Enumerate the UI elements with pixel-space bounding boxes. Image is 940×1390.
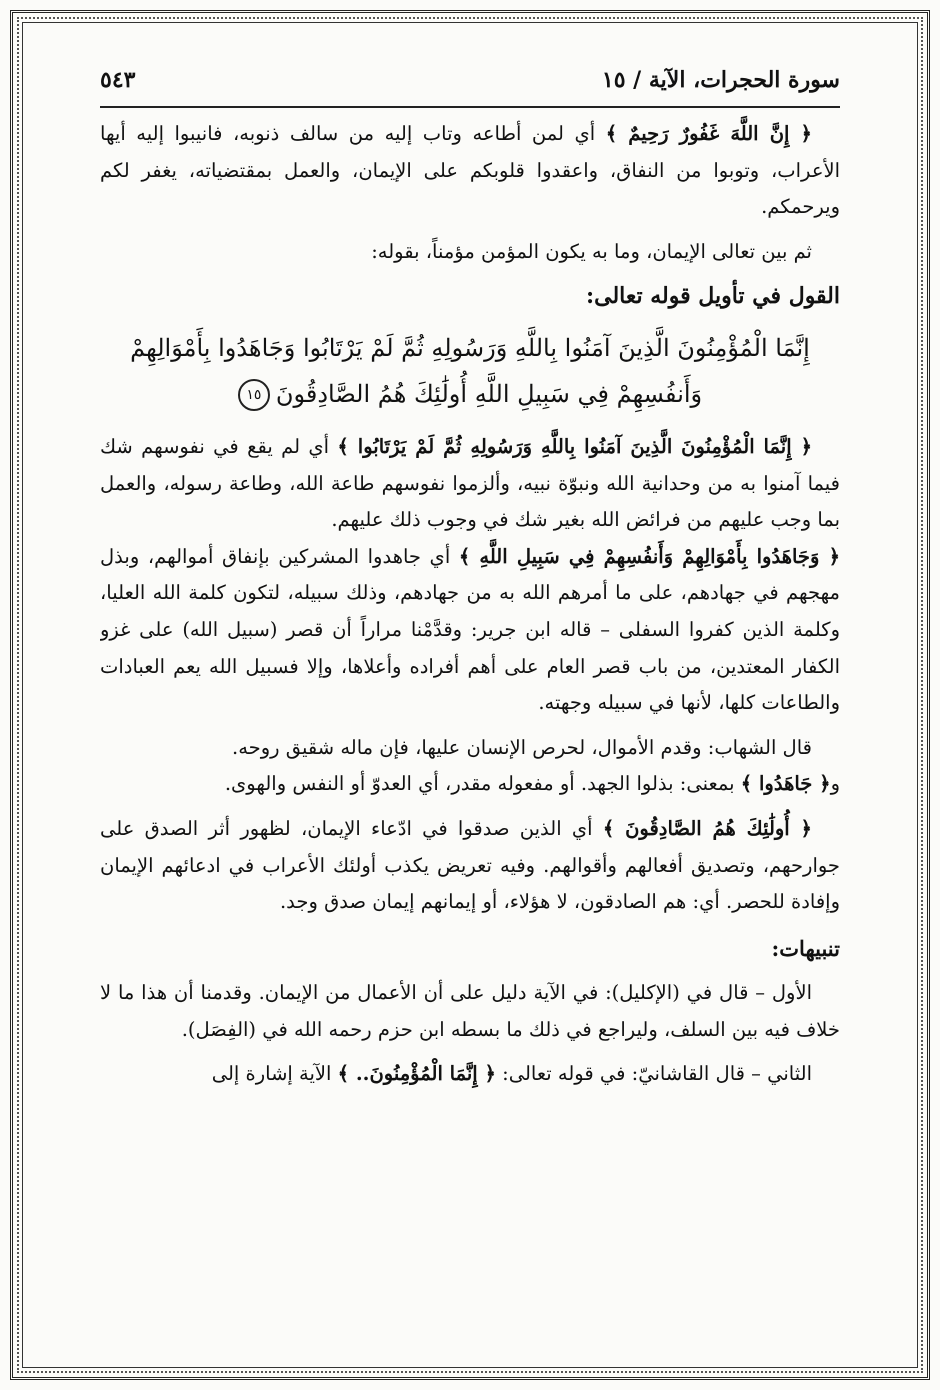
page-content [100,62,840,1302]
quran-reference: ﴿ جَاهَدُوا ﴾ [740,772,831,796]
verse-line-2-text: وَأَنفُسِهِمْ فِي سَبِيلِ اللَّهِ أُولَٰئِكَ هُمُ الصَّادِقُونَ [275,379,703,408]
verse-block [100,325,840,417]
paragraph-5 [100,811,840,921]
paragraph-3 [100,429,840,722]
verse-line-2 [100,371,840,417]
paragraph-4 [100,730,840,803]
quran-reference: ﴿ أُولَٰئِكَ هُمُ الصَّادِقُونَ ﴾ [602,816,812,840]
paragraph-text: و [830,772,840,796]
paragraph-text: أي لم يقع في نفوسهم شك فيما آمنوا به من وحدانية الله ونبوّة نبيه، وألزموا نفوسهم طاعة الله، وطاعة رسوله، والعمل بما وجب عليهم من فرائض الله بغير شك في وجوب ذلك عليهم. [100,434,840,532]
section-heading: القول في تأويل قوله تعالى: [586,283,840,310]
paragraph-text: أي جاهدوا المشركين بإنفاق أموالهم، وبذل مهجهم في جهادهم، على ما أمرهم الله به من جهادهم، وذلك سبيله، لتكون كلمة الله العليا، وكلمة الذين كفروا السفلى – قاله ابن جرير: وقدَّمْنا مراراً أن قصر (سبيل الله) على غزو الكفار المعتدين، من باب قصر العام على أهم أفراده وأعلاها، وإلا فسبيل الله يعم العبادات والطاعات كلها، لأنها في سبيله وجهته. [100,544,840,715]
paragraph-text: أي الذين صدقوا في ادّعاء الإيمان، لظهور أثر الصدق على جوارحهم، وتصديق أفعالهم وأقوالهم. وفيه تعريض يكذب أولئك الأعراب في ادعائهم الإيمان وإفادة للحصر. أي: هم الصادقون، لا هؤلاء، أو إيمانهم إيمان صدق وجد. [100,816,840,914]
quran-reference: ﴿ وَجَاهَدُوا بِأَمْوَالِهِمْ وَأَنفُسِهِمْ فِي سَبِيلِ اللَّهِ ﴾ [458,544,840,568]
quran-reference: ﴿ إِنَّمَا الْمُؤْمِنُونَ.. ﴾ [337,1062,496,1086]
page-number: ٥٤٣ [100,67,136,93]
paragraph-text: أي لمن أطاعه وتاب إليه من سالف ذنوبه، فانيبوا إليه أيها الأعراب، وتوبوا من النفاق، واعقدوا قلوبكم على الإيمان، والعمل بمقتضياته، يغفر لكم ويرحمكم. [100,122,840,219]
running-title: سورة الحجرات، الآية / ١٥ [601,67,840,93]
paragraph-text: قال الشهاب: وقدم الأموال، لحرص الإنسان عليها، فإن ماله شقيق روحه. [232,735,812,759]
quran-reference: ﴿ إِنَّ اللَّهَ غَفُورٌ رَحِيمٌ ﴾ [605,122,812,145]
paragraph-2: ثم بين تعالى الإيمان، وما به يكون المؤمن مؤمناً، بقوله: [371,239,812,263]
paragraph-6: الأول – قال في (الإكليل): في الآية دليل على أن الأعمال من الإيمان. وقدمنا أن هذا ما لا خلاف فيه بين السلف، وليراجع في ذلك ما بسطه ابن حزم رحمه الله في (الفِصَل). [100,981,840,1041]
paragraph-7 [100,1056,840,1093]
page-header [100,62,840,108]
ayah-number-marker: ١٥ [238,379,270,411]
quran-reference: ﴿ إِنَّمَا الْمُؤْمِنُونَ الَّذِينَ آمَنُوا بِاللَّهِ وَرَسُولِهِ ثُمَّ لَمْ يَرْتَابُوا ﴾ [337,434,812,458]
paragraph-text: بمعنى: بذلوا الجهد. أو مفعوله مقدر، أي العدوّ أو النفس والهوى. [224,772,741,796]
paragraph-text: الآية إشارة إلى [211,1062,338,1086]
paragraph-1 [100,116,840,226]
paragraph-text: الثاني – قال القاشانيّ: في قوله تعالى: [495,1062,812,1086]
verse-line-1: إِنَّمَا الْمُؤْمِنُونَ الَّذِينَ آمَنُوا بِاللَّهِ وَرَسُولِهِ ثُمَّ لَمْ يَرْتَابُوا وَجَاهَدُوا بِأَمْوَالِهِمْ [130,333,810,362]
notes-heading: تنبيهات: [771,935,840,961]
